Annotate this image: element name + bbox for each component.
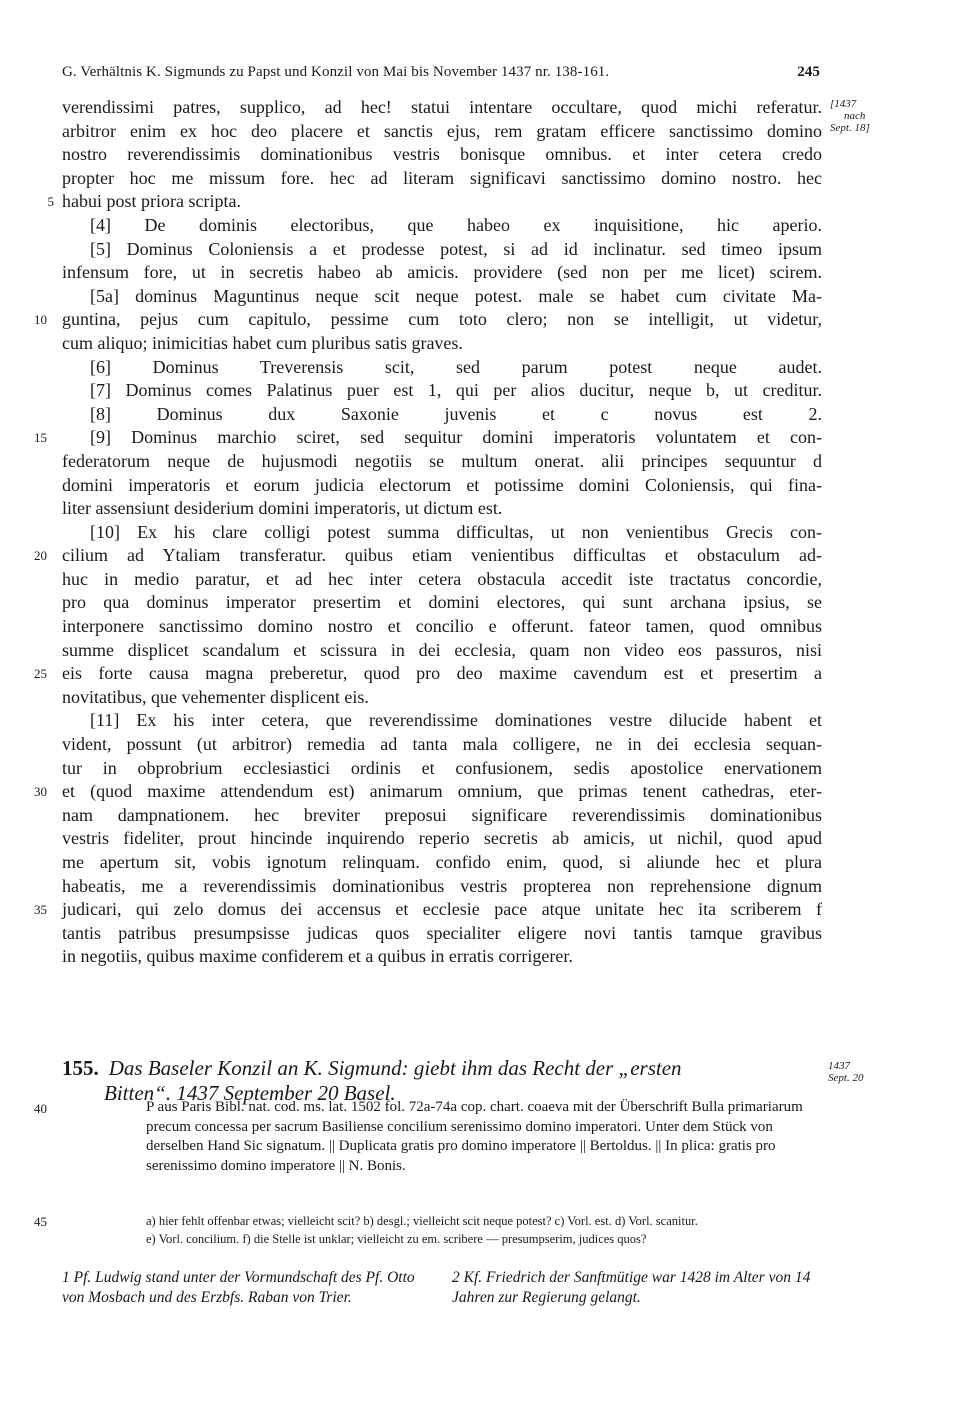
text-line-content: infensum fore, ut in secretis habeo ab amicis. providere (sed non per me licet) scirem. (62, 262, 822, 283)
line-number: 15 (34, 430, 47, 446)
line-number: 35 (34, 902, 47, 918)
text-line (62, 261, 822, 285)
text-line-content: huc in medio paratur, et ad hec inter cetera obstacula accedit iste tractatus concordie, (62, 568, 822, 589)
date-note-year: 1437 (828, 1060, 850, 1072)
line-number: 20 (34, 548, 47, 564)
text-line (62, 143, 822, 167)
text-line-content: tantis patribus presumpsisse judicas quos specialiter eligere novi tantis tamque gravibus (62, 922, 822, 943)
text-line (62, 922, 822, 946)
text-line (62, 120, 822, 144)
text-line (62, 568, 822, 592)
text-line (62, 851, 822, 875)
text-line-content: [5] Dominus Coloniensis a et prodesse potest, si ad id inclinatur. sed timeo ipsum (90, 238, 822, 259)
text-line-content: in negotiis, quibus maxime confiderem et a quibus in erratis corrigerer. (62, 946, 573, 967)
text-line (62, 238, 822, 262)
running-title: G. Verhältnis K. Sigmunds zu Papst und Konzil von Mai bis November 1437 nr. 138-161. (62, 64, 610, 80)
text-line-content: arbitror enim ex hoc deo placere et sanctis ejus, rem gratam efficere sanctissimo domino (62, 120, 822, 141)
text-line-content: liter assensiunt desiderium domini imperatoris, ut dictum est. (62, 498, 503, 519)
line-number: 45 (34, 1214, 47, 1229)
text-line (62, 214, 822, 238)
text-line-content: judicari, qui zelo domus dei accensus et ecclesie pace atque unitate hec ita scriberem f (62, 899, 822, 920)
text-line (62, 521, 822, 545)
document-title-line-2: Bitten“. 1437 September 20 Basel. (104, 1081, 396, 1105)
footnote-2: 2 Kf. Friedrich der Sanftmütige war 1428 im Alter von 14 Jahren zur Regierung gelangt. (452, 1269, 811, 1306)
text-line-content: propter hoc me missum fore. hec ad literam significavi sanctissimo domino nostro. hec (62, 167, 822, 188)
text-line (62, 497, 822, 521)
text-line (34, 544, 822, 568)
text-line-content: tur in obprobrium ecclesiastici ordinis et confusionem, sedis apostolice enervationem (62, 757, 822, 778)
text-line-content: [4] De dominis electoribus, que habeo ex inquisitione, hic aperio. (90, 214, 822, 235)
text-line-content: et (quod maxime attendendum est) animarum omnium, que primas tenent cathedras, eter- (62, 781, 822, 802)
line-number: 10 (34, 312, 47, 328)
text-line-content: domini imperatoris et eorum judicia electorum et potissime domini Coloniensis, qui fina- (62, 474, 822, 495)
text-line-content: [11] Ex his inter cetera, que reverendissime dominationes vestre dilucide habent et (90, 710, 822, 731)
text-line (62, 733, 822, 757)
text-line (62, 875, 822, 899)
text-line-content: nostro reverendissimis dominationibus vestris bonisque omnibus. et inter cetera credo (62, 144, 822, 165)
text-line-content: verendissimi patres, supplico, ad hec! statui intentare occultare, quod michi referatur. (62, 97, 822, 117)
text-line (62, 474, 822, 498)
running-header (62, 64, 820, 81)
text-line (62, 757, 822, 781)
text-line (62, 96, 822, 120)
text-line-content: [5a] dominus Maguntinus neque scit neque potest. male se habet cum civitate Ma- (90, 285, 822, 306)
text-line (47, 190, 822, 214)
text-line-content: [10] Ex his clare colligi potest summa difficultas, ut non venientibus Grecis con- (90, 521, 822, 542)
text-line (62, 639, 822, 663)
text-line (62, 804, 822, 828)
page-number: 245 (797, 64, 820, 80)
text-line-content: [8] Dominus dux Saxonie juvenis et c novus est 2. (90, 403, 822, 424)
text-line (34, 780, 822, 804)
text-line-content: cilium ad Ytaliam transferatur. quibus etiam venientibus difficultas et obstaculum ad- (62, 545, 822, 566)
document-date-note (828, 1060, 863, 1084)
text-line (34, 898, 822, 922)
document-number: 155. (62, 1056, 99, 1080)
text-line-content: eis forte causa magna preberetur, quod pro deo maxime cavendum est et presertim a (62, 663, 822, 684)
text-line-content: summe displicet scandalum et scissura in dei ecclesia, quam non video eos passuros, nisi (62, 639, 822, 660)
text-line (62, 615, 822, 639)
text-line (62, 403, 822, 427)
apparatus-line: a) hier fehlt offenbar etwas; vielleicht scit? b) desgl.; vielleicht scit neque potest? c) Vorl. est. d) Vorl. scanitur. (146, 1214, 698, 1228)
text-line-content: pro qua dominus imperator presertim et domini electores, qui sunt archana ipsius, se (62, 592, 822, 613)
text-line (62, 450, 822, 474)
line-number: 30 (34, 784, 47, 800)
text-line-content: nam dampnationem. hec breviter preposui significare reverendissimis dominationibus (62, 804, 822, 825)
text-line-content: habeatis, me a reverendissimis dominationibus vestris propterea non reprehensione dignum (62, 875, 822, 896)
text-line-content: habui post priora scripta. (62, 191, 241, 212)
text-line (62, 285, 822, 309)
text-line-content: guntina, pejus cum capitulo, pessime cum toto clero; non se intelligit, ut videtur, (62, 309, 822, 330)
text-line-content: cum aliquo; inimicitias habet cum pluribus satis graves. (62, 332, 463, 353)
text-line (62, 945, 822, 969)
margin-note-line: [1437 (830, 98, 857, 110)
document-title-line-1: Das Baseler Konzil an K. Sigmund: giebt ihm das Recht der „ersten (108, 1056, 682, 1080)
text-line-content: [6] Dominus Treverensis scit, sed parum potest neque audet. (90, 356, 822, 377)
text-line (62, 167, 822, 191)
date-note-day: Sept. 20 (828, 1072, 864, 1084)
source-description: P aus Paris Bibl. nat. cod. ms. lat. 1502 fol. 72a-74a cop. chart. coaeva mit der Überschrift Bulla primariarum precum concessa per sacrum Basiliense concilium serenissimo domino imperatori. Unter dem Stück von derselben Hand Sic signatum. || Duplicata gratis pro domino imperatore || Bertoldus. || In plica: gratis pro serenissimo domino imperatore || N. Bonis. (146, 1099, 803, 1174)
text-line (34, 426, 822, 450)
text-line-content: vestris fideliter, prout hincinde inquirendo reperio secretis ab amicis, ut nichil, quod apud (62, 828, 822, 849)
text-line-content: me apertum sit, vobis ignotum relinquam. confido enim, quod, si aliunde hec et plura (62, 852, 822, 872)
critical-apparatus (146, 1213, 820, 1248)
text-line-content: federatorum neque de hujusmodi negotiis se multum onerat. alii principes sequuntur d (62, 450, 822, 471)
text-line-content: [7] Dominus comes Palatinus puer est 1, qui per alios ducitur, neque b, ut creditur. (90, 380, 822, 401)
text-line (34, 308, 822, 332)
margin-note-line: nach (844, 110, 866, 122)
text-line-content: novitatibus, que vehementer displicent eis. (62, 686, 369, 707)
margin-note-date (830, 98, 870, 134)
text-line-content: interponere sanctissimo domino nostro et concilio e offerunt. fateor tamen, quod omnibus (62, 616, 822, 637)
line-number: 25 (34, 666, 47, 682)
text-line (34, 662, 822, 686)
line-number: 40 (34, 1101, 47, 1116)
margin-note-line: Sept. 18] (830, 122, 870, 134)
text-line (62, 827, 822, 851)
text-line (62, 686, 822, 710)
apparatus-line: e) Vorl. concilium. f) die Stelle ist unklar; vielleicht zu em. scribere — presumpserim, judices quos? (146, 1231, 647, 1246)
text-line-content: [9] Dominus marchio sciret, sed sequitur domini imperatoris voluntatem et con- (90, 427, 822, 448)
text-line (62, 332, 822, 356)
footnote-1: 1 Pf. Ludwig stand unter der Vormundschaft des Pf. Otto von Mosbach und des Erzbfs. Raban von Trier. (62, 1269, 415, 1306)
text-line (62, 591, 822, 615)
text-line-content: vident, possunt (ut arbitror) remedia ad tanta mala colligere, ne in dei ecclesia sequan- (62, 734, 822, 755)
text-line (62, 356, 822, 380)
text-line (62, 709, 822, 733)
line-number: 5 (47, 194, 54, 210)
text-line (62, 379, 822, 403)
body-text (34, 96, 822, 969)
